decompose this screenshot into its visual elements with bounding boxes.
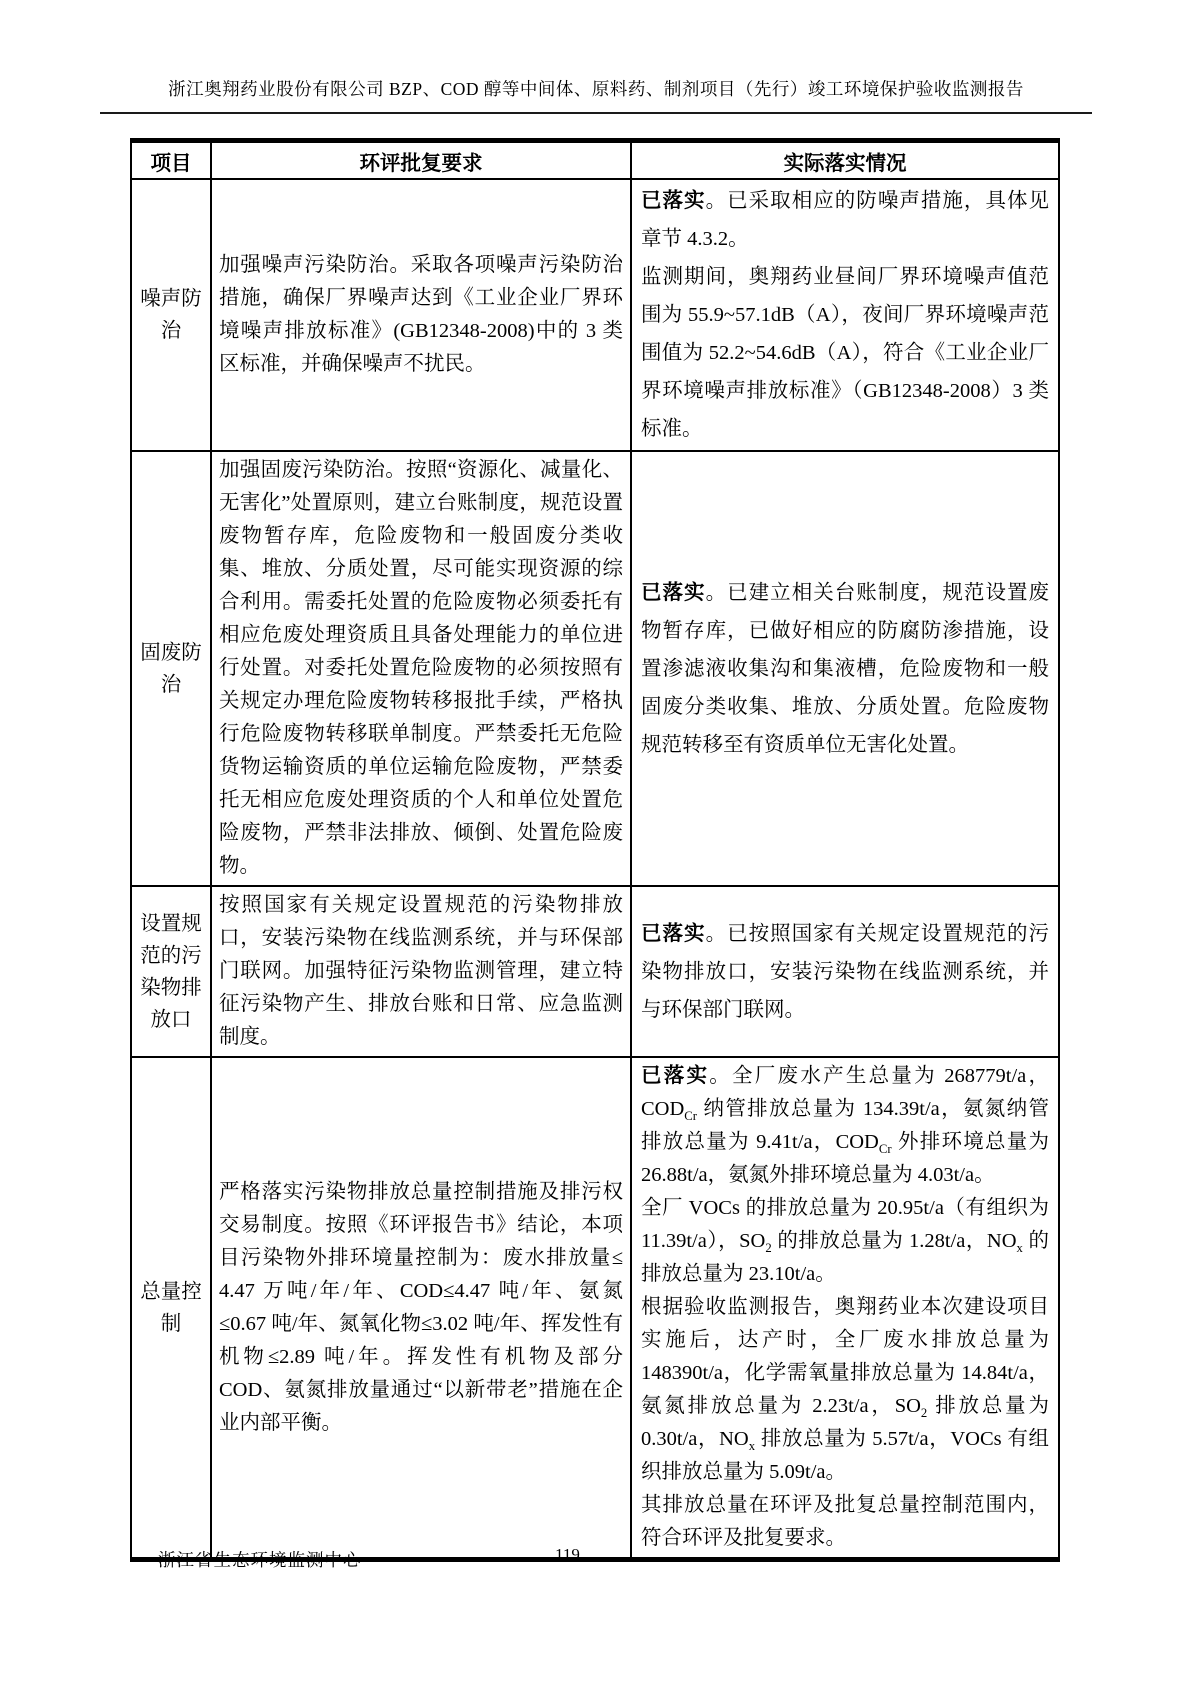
footer-page-number: 119	[555, 1545, 580, 1564]
column-header-requirement: 环评批复要求	[211, 141, 631, 180]
table-row-discharge-outlets	[131, 886, 1059, 1057]
acceptance-requirements-table	[130, 138, 1060, 1562]
document-header-title: 浙江奥翔药业股份有限公司 BZP、COD 醇等中间体、原料药、制剂项目（先行）竣工环境保护验收监测报告	[100, 76, 1092, 114]
implementation-cell: 已落实。已采取相应的防噪声措施，具体见章节 4.3.2。 监测期间，奥翔药业昼间厂界环境噪声值范围为 55.9~57.1dB（A），夜间厂界环境噪声范围值为 52.2~54.6dB（A），符合《工业企业厂界环境噪声排放标准》（GB12348-2008）3 类标准。	[631, 179, 1059, 451]
footer-organization: 浙江省生态环境监测中心	[158, 1550, 362, 1570]
item-cell: 设置规范的污染物排放口	[131, 886, 211, 1057]
item-cell: 总量控制	[131, 1057, 211, 1560]
implementation-cell: 已落实。全厂废水产生总量为 268779t/a，$COD_{Cr}$ 纳管排放总量为 134.39t/a，氨氮纳管排放总量为 9.41t/a，$COD_{Cr}$ 外排环境总量为 26.88t/a，氨氮外排环境总量为 4.03t/a。 全厂 VOCs 的排放总量为 20.95t/a（有组织为 11.39t/a），$SO_2$ 的排放总量为 1.28t/a，$NO_x$ 的排放总量为 23.10t/a。 根据验收监测报告，奥翔药业本次建设项目实施后，达产时，全厂废水排放总量为 148390t/a，化学需氧量排放总量为 14.84t/a，氨氮排放总量为 2.23t/a，$SO_2$ 排放总量为 0.30t/a，$NO_x$ 排放总量为 5.57t/a，VOCs 有组织排放总量为 5.09t/a。 其排放总量在环评及批复总量控制范围内，符合环评及批复要求。	[631, 1057, 1059, 1560]
table-row-noise-control	[131, 179, 1059, 451]
requirement-cell: 按照国家有关规定设置规范的污染物排放口，安装污染物在线监测系统，并与环保部门联网。加强特征污染物监测管理，建立特征污染物产生、排放台账和日常、应急监测制度。	[211, 886, 631, 1057]
implementation-cell: 已落实。已建立相关台账制度，规范设置废物暂存库，已做好相应的防腐防渗措施，设置渗滤液收集沟和集液槽，危险废物和一般固废分类收集、堆放、分质处置。危险废物规范转移至有资质单位无害化处置。	[631, 451, 1059, 886]
requirement-cell: 加强噪声污染防治。采取各项噪声污染防治措施，确保厂界噪声达到《工业企业厂界环境噪声排放标准》(GB12348-2008)中的 3 类区标准，并确保噪声不扰民。	[211, 179, 631, 451]
table-row-solid-waste-control	[131, 451, 1059, 886]
table-row-total-amount-control	[131, 1057, 1059, 1560]
column-header-implementation: 实际落实情况	[631, 141, 1059, 180]
column-header-item: 项目	[131, 141, 211, 180]
requirement-cell: 加强固废污染防治。按照“资源化、减量化、无害化”处置原则，建立台账制度，规范设置废物暂存库，危险废物和一般固废分类收集、堆放、分质处置，尽可能实现资源的综合利用。需委托处置的危险废物必须委托有相应危废处理资质且具备处理能力的单位进行处置。对委托处置危险废物的必须按照有关规定办理危险废物转移报批手续，严格执行危险废物转移联单制度。严禁委托无危险货物运输资质的单位运输危险废物，严禁委托无相应危废处理资质的个人和单位处置危险废物，严禁非法排放、倾倒、处置危险废物。	[211, 451, 631, 886]
item-cell: 固废防治	[131, 451, 211, 886]
implementation-cell: 已落实。已按照国家有关规定设置规范的污染物排放口，安装污染物在线监测系统，并与环保部门联网。	[631, 886, 1059, 1057]
item-cell: 噪声防治	[131, 179, 211, 451]
table-header-row	[131, 141, 1059, 180]
requirement-cell: 严格落实污染物排放总量控制措施及排污权交易制度。按照《环评报告书》结论，本项目污染物外排环境量控制为：废水排放量≤ 4.47 万吨/年/年、COD≤4.47 吨/年、氨氮≤0.67 吨/年、氮氧化物≤3.02 吨/年、挥发性有机物≤2.89 吨/年。挥发性有机物及部分 COD、氨氮排放量通过“以新带老”措施在企业内部平衡。	[211, 1057, 631, 1560]
